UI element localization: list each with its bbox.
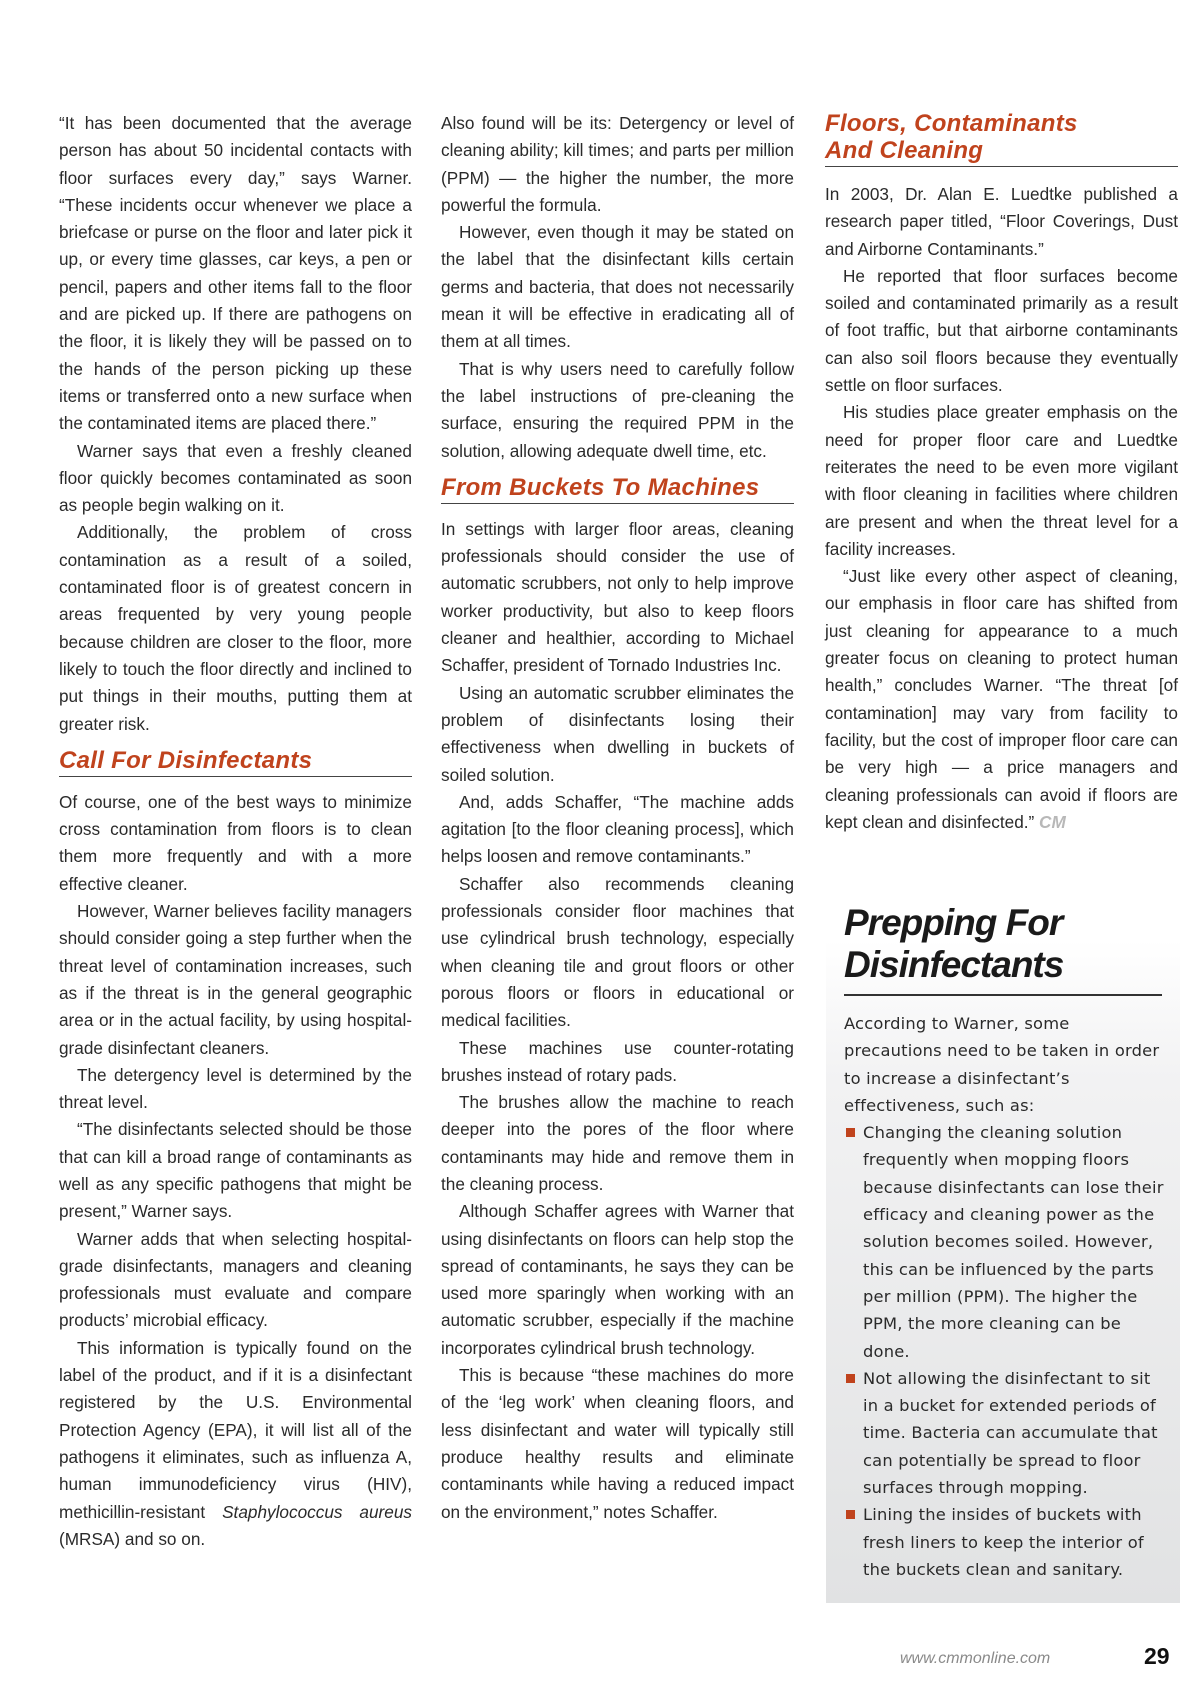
text-run: This information is typically found on the label of the product, and if it is a disinfectant registered by the U.S. Environmental Protection Agency (EPA), it will list all of the pathogens it eliminates, such as influenza A, human immunodeficiency virus (HIV), methicillin-resistant — [59, 1337, 412, 1522]
body-paragraph: Additionally, the problem of cross contamination as a result of a soiled, contaminated floor is of greatest concern in areas frequented by very young people because children are closer to the floor, more likely to touch the floor directly and inclined to put things in their mouths, putting them at greater risk. — [59, 522, 412, 734]
italic-species-name: Staphylococcus aureus — [222, 1501, 412, 1522]
body-paragraph — [825, 563, 1178, 836]
body-paragraph: In settings with larger floor areas, cleaning professionals should consider the use of automatic scrubbers, not only to help improve worker productivity, but also to keep floors cleaner and healthier, according to Michael Schaffer, president of Tornado Industries Inc. — [441, 518, 794, 676]
article-column-3 — [825, 110, 1178, 836]
sidebar-box — [826, 880, 1180, 1603]
list-item — [844, 1365, 1169, 1501]
article-column-2 — [441, 110, 794, 1526]
square-bullet-icon — [846, 1510, 855, 1519]
title-line: Disinfectants — [844, 944, 1064, 985]
text-run: (MRSA) and so on. — [59, 1528, 206, 1549]
heading-line: Floors, Contaminants — [825, 110, 1078, 137]
body-paragraph: He reported that floor surfaces become soiled and contaminated primarily as a result of foot traffic, but that airborne contaminants can also soil floors because they eventually settle on floor surfaces. — [825, 265, 1178, 396]
body-paragraph: “The disinfectants selected should be those that can kill a broad range of contaminants as well as any specific pathogens that might be present,” Warner says. — [59, 1119, 412, 1222]
list-item — [844, 1501, 1169, 1583]
body-paragraph — [59, 1335, 412, 1553]
body-paragraph: Schaffer also recommends cleaning professionals consider floor machines that use cylindrical brush technology, especially when cleaning tile and grout floors or other porous floors or floors in educational or medical facilities. — [441, 873, 794, 1031]
sidebar-body — [844, 1010, 1169, 1583]
page-number: 29 — [1144, 1643, 1170, 1669]
body-paragraph: The detergency level is determined by the threat level. — [59, 1064, 412, 1113]
list-item — [844, 1119, 1169, 1365]
body-paragraph: Of course, one of the best ways to minimize cross contamination from floors is to clean them more frequently and with a more effective cleaner. — [59, 791, 412, 894]
body-paragraph: His studies place greater emphasis on the need for proper floor care and Luedtke reiterates the need to be even more vigilant with floor cleaning in facilities where children are present and when the threat level for a facility increases. — [825, 402, 1178, 559]
body-paragraph: This is because “these machines do more of the ‘leg work’ when cleaning floors, and less disinfectant and water will typically still produce healthy results and eliminate contaminants while having a reduced impact on the environment,” notes Schaffer. — [441, 1365, 794, 1522]
body-paragraph: These machines use counter-rotating brushes instead of rotary pads. — [441, 1037, 794, 1085]
text-run: “Just like every other aspect of cleaning, our emphasis in floor care has shifted from just cleaning for appearance to a much greater focus on cleaning to protect human health,” concludes Warner. “The threat [of contamination] may vary from facility to facility, but the cost of improper floor care can be very high — a price managers and cleaning professionals can avoid if floors are kept clean and disinfected.” — [825, 566, 1178, 832]
body-paragraph: Although Schaffer agrees with Warner that using disinfectants on floors can help stop the spread of contaminants, he says they can be used more sparingly when working with an automatic scrubber, especially if the machine incorporates cylindrical brush technology. — [441, 1201, 794, 1358]
square-bullet-icon — [846, 1128, 855, 1137]
article-column-1 — [59, 110, 412, 1553]
body-paragraph: That is why users need to carefully follow the label instructions of pre-cleaning the surface, ensuring the required PPM in the solution, allowing adequate dwell time, etc. — [441, 358, 794, 461]
list-item-text: Changing the cleaning solution frequently when mopping floors because disinfectants can lose their efficacy and cleaning power as the solution becomes soiled. However, this can be influenced by the parts per million (PPM). The higher the PPM, the more cleaning can be done. — [863, 1123, 1164, 1361]
footer-url: www.cmmonline.com — [900, 1650, 1051, 1667]
body-paragraph: However, Warner believes facility managers should consider going a step further when the threat level of contamination increases, such as if the threat is in the general geographic area or in the actual facility, by using hospital-grade disinfectant cleaners. — [59, 901, 412, 1058]
body-paragraph: Warner says that even a freshly cleaned floor quickly becomes contaminated as soon as people begin walking on it. — [59, 440, 412, 516]
body-paragraph: Also found will be its: Detergency or level of cleaning ability; kill times; and parts per million (PPM) — the higher the number, the more powerful the formula. — [441, 113, 794, 215]
body-paragraph: The brushes allow the machine to reach deeper into the pores of the floor where contaminants may hide and remove them in the cleaning process. — [441, 1092, 794, 1194]
section-heading: Call For Disinfectants — [59, 747, 412, 777]
body-paragraph: And, adds Schaffer, “The machine adds agitation [to the floor cleaning process], which helps loosen and remove contaminants.” — [441, 791, 794, 867]
list-item-text: Lining the insides of buckets with fresh liners to keep the interior of the buckets clean and sanitary. — [863, 1505, 1144, 1579]
title-line: Prepping For — [844, 902, 1063, 943]
body-paragraph: In 2003, Dr. Alan E. Luedtke published a research paper titled, “Floor Coverings, Dust and Airborne Contaminants.” — [825, 184, 1178, 259]
end-mark: CM — [1039, 811, 1066, 832]
section-heading: From Buckets To Machines — [441, 474, 794, 504]
list-item-text: Not allowing the disinfectant to sit in a bucket for extended periods of time. Bacteria can accumulate that can potentially be spread to floor surfaces through mopping. — [863, 1368, 1158, 1498]
body-paragraph: However, even though it may be stated on the label that the disinfectant kills certain germs and bacteria, that does not necessarily mean it will be effective in eradicating all of them at all times. — [441, 222, 794, 352]
body-paragraph: Warner adds that when selecting hospital-grade disinfectants, managers and cleaning professionals must evaluate and compare products’ microbial efficacy. — [59, 1228, 412, 1331]
body-paragraph: “It has been documented that the average person has about 50 incidental contacts with floor surfaces every day,” says Warner. “These incidents occur whenever we place a briefcase or purse on the floor and later pick it up, or every time glasses, car keys, a pen or pencil, papers and other items fall to the floor and are picked up. If there are pathogens on the floor, it is likely they will be passed on to the hands of the person picking up these items or transferred onto a new surface when the contaminated items are placed there.” — [59, 113, 412, 434]
sidebar-intro: According to Warner, some precautions need to be taken in order to increase a disinfectant’s effectiveness, such as: — [844, 1014, 1160, 1115]
square-bullet-icon — [846, 1374, 855, 1383]
heading-line: And Cleaning — [825, 137, 984, 164]
body-paragraph: Using an automatic scrubber eliminates the problem of disinfectants losing their effectiveness when dwelling in buckets of soiled solution. — [441, 682, 794, 785]
section-heading — [825, 110, 1178, 167]
sidebar-title — [844, 902, 1162, 996]
